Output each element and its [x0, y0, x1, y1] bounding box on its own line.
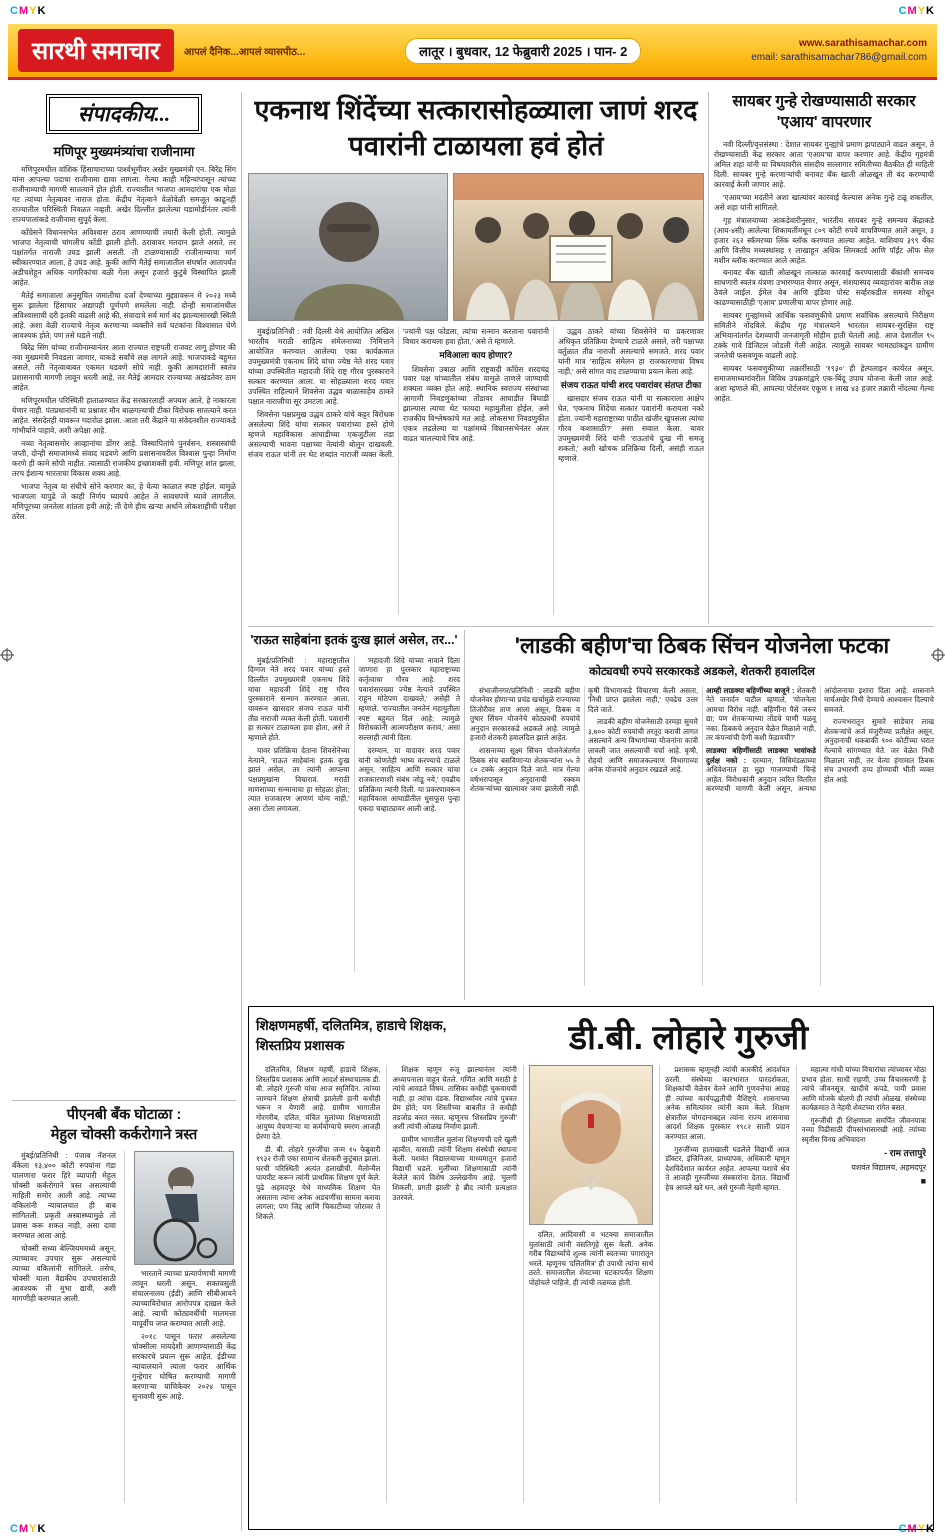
- raut-article-paragraph: मुंबई/प्रतिनिधी : महाराष्ट्रातील दिग्गज नेते शरद पवार यांच्या हस्ते दिल्लीत उपमुख्यमंत्री एकनाथ शिंदे यांचा महादजी शिंदे राष्ट्र गौरव पुरस्काराने सन्मान करण्यात आला. यावरून खासदार संजय राऊत यांनी तीव्र नाराजी व्यक्त केली होती. पवारांनी हा सत्कार टाळायला हवा होता, असे ते म्हणाले होते.: [248, 655, 350, 743]
- main-article-headline: एकनाथ शिंदेंच्या सत्कारासोहळ्याला जाणं शरद पवारांनी टाळायला हवं होतं: [254, 95, 698, 162]
- lohare-paragraph: गुरुजींची ही शिक्षणाला समर्पित जीवनयात्रा नव्या पिढीसाठी दीपस्तंभासारखी आहे. त्यांच्या स्मृतीस विनम्र अभिवादन!: [801, 1115, 927, 1145]
- lohare-article-header: [256, 1013, 926, 1059]
- main-article: [248, 92, 704, 615]
- main-article-paragraph: खासदार संजय राऊत यांनी या सत्काराला आक्षेप घेत, 'एकनाथ शिंदेंचा सत्कार पवारांनी करायला नको होता. ज्यांनी महाराष्ट्राच्या पाठीत खंजीर खुपसला त्यांचा गौरव कशासाठी?' असा सवाल केला. यावर उपमुख्यमंत्री शिंदे यांनी 'राऊतांचे दुःख मी समजू शकतो,' अशी खोचक प्रतिक्रिया दिली, असंही राऊत म्हणाले.: [558, 394, 704, 464]
- lohare-guruji-portrait-photo: [529, 1065, 653, 1225]
- raut-article-paragraph: दरम्यान, या वादावर शरद पवार यांनी कोणतेही भाष्य करण्याचे टाळले असून, 'साहित्य आणि सत्कार यांचा राजकारणाशी संबंध जोडू नये,' एवढीच प्रतिक्रिया त्यांनी दिली. या प्रकरणावरून महाविकास आघाडीतील धुसफूस पुन्हा एकदा चव्हाट्यावर आली आहे.: [358, 745, 460, 814]
- group-silhouette-icon: [454, 174, 704, 320]
- raut-article-body: [248, 656, 460, 972]
- main-article-subhead: संजय राऊत यांची शरद पवारांवर संतप्त टीका: [560, 379, 702, 390]
- lohare-column-1: [256, 1065, 380, 1503]
- cmyk-mark-bottom-left: CMYK: [10, 1523, 47, 1535]
- cyber-article-paragraph: नवी दिल्ली/वृत्तसंस्था : देशात सायबर गुन्ह्यांचे प्रमाण झपाट्याने वाढत असून, ते रोखण्यासाठी केंद्र सरकार आता 'एआय'चा वापर करणार आहे. केंद्रीय गृहमंत्री अमित शहा यांनी या विषयावरील संसदीय सल्लागार समितीच्या बैठकीत ही माहिती दिली. सायबर गुन्हे करणाऱ्यांची बनावट बँक खाती ओळखून ती बंद करण्याची कारवाई केली जाणार आहे.: [714, 139, 934, 189]
- lohare-article-title: डी.बी. लोहारे गुरुजी: [568, 1019, 809, 1057]
- ladki-subhead-text: दरम्यान, विधिमंडळाच्या अधिवेशनात हा मुद्दा गाजण्याची चिन्हे आहेत. विरोधकांनी अनुदान त्वरित वितरित करण्याची मागणी केली असून, अन्यथा आंदोलनाचा इशारा दिला आहे. शासनाने मार्चअखेर निधी देण्याचे आश्वासन दिल्याचे समजते.: [706, 685, 934, 794]
- cyber-article-body: [714, 140, 934, 404]
- lohare-paragraph: महात्मा गांधी यांच्या विचारांचा त्यांच्यावर मोठा प्रभाव होता. साधी राहणी, उच्च विचारसरणी हे त्यांचे जीवनसूत्र. खादीचे कपडे, पायी प्रवास आणि मोजके बोलणे ही त्यांची ओळख. संस्थेच्या कार्यक्रमात ते नेहमी शेवटच्या रांगेत बसत.: [801, 1065, 927, 1113]
- editorial-body: [12, 165, 236, 522]
- ladki-article-subhead: कोट्यवधी रुपये सरकारकडे अडकले, शेतकरी हवालदिल: [589, 665, 815, 678]
- main-article-subhead: मविआला काय होणार?: [439, 349, 513, 360]
- ladki-article-paragraph: शासनाच्या सूक्ष्म सिंचन योजनेअंतर्गत ठिबक संच बसविणाऱ्या शेतकऱ्यांना ५५ ते ८० टक्के अनुदान दिले जाते. मात्र गेल्या वर्षभरापासून अनुदानाची रक्कम शेतकऱ्यांच्या खात्यावर जमा झालेली नाही. कृषी विभागाकडे विचारणा केली असता, 'निधी प्राप्त झालेला नाही,' एवढेच उत्तर दिले जाते.: [470, 685, 698, 794]
- lohare-paragraph: दलितमित्र, शिक्षण महर्षी, हाडाचे शिक्षक, शिस्तप्रिय प्रशासक आणि आदर्श संस्थाचालक डी. बी. लोहारे गुरुजी यांचा आज स्मृतिदिन. त्यांच्या जाण्याने शिक्षण क्षेत्राची झालेली हानी कधीही भरून न येणारी आहे. ग्रामीण भागातील गोरगरीब, दलित, वंचित मुलांच्या शिक्षणासाठी आयुष्य वेचणाऱ्या या कर्मयोग्याचे स्मरण आजही प्रेरणा देते.: [256, 1065, 381, 1142]
- raut-article-headline: 'राऊत साहेबांना इतकं दुःख झालं असेल, तर...': [250, 633, 458, 647]
- ladki-article-headline: 'लाडकी बहीण'चा ठिबक सिंचन योजनेला फटका: [514, 633, 890, 658]
- pnb-article-paragraph: २०१८ पासून फरार असलेल्या चोक्सीला मायदेशी आणण्यासाठी केंद्र सरकारचे प्रयत्न सुरू आहेत. ईडीच्या न्यायालयाने त्याला फरार आर्थिक गुन्हेगार घोषित करण्याची मागणी करणाऱ्या याचिकेवर २०२४ पासून सुनावणी सुरू आहे.: [132, 1331, 236, 1401]
- masthead-website: www.sarathisamachar.com: [798, 37, 927, 49]
- pnb-column-2: [124, 1151, 236, 1503]
- lohare-column-4: [659, 1065, 789, 1503]
- masthead-tagline: आपलं दैनिक...आपलं व्यासपीठ...: [183, 46, 306, 58]
- person-silhouette-icon: [249, 174, 448, 320]
- lohare-paragraph: ग्रामीण भागातील मुलांना शिक्षणाची दारे खुली व्हावीत, यासाठी त्यांनी शिक्षण संस्थेची स्थापना केली. यशवंत विद्यालयाच्या माध्यमातून हजारो विद्यार्थी घडले. मुलींच्या शिक्षणासाठी त्यांनी केलेले कार्य विशेष उल्लेखनीय आहे. 'मुलगी शिकली, प्रगती झाली' हे ब्रीद त्यांनी प्रत्यक्षात उतरवले.: [392, 1135, 517, 1202]
- ladki-article-body: [470, 686, 934, 986]
- masthead-email: email: sarathisamachar786@gmail.com: [751, 51, 927, 63]
- cyber-article-paragraph: सायबर फसवणुकीच्या तक्रारींसाठी '१९३०' ही हेल्पलाइन कार्यरत असून, समाजमाध्यमांवरील विविध उपक्रमांद्वारे एक-बिंदू उपाय योजना केली जात आहे. अशा म्हणाले की, आपल्या पोर्टलवर एकूण १ लाख ४३ हजार तक्रारी नोंदल्या गेल्या आहेत.: [714, 364, 934, 404]
- masthead: [8, 24, 937, 80]
- pnb-headline-line1: पीएनबी बँक घोटाळा :: [66, 1107, 182, 1123]
- main-article-body: [248, 327, 704, 615]
- lohare-signature: - राम तत्तापुरे: [884, 1147, 927, 1158]
- column-rule-mid: [464, 630, 465, 1000]
- editorial-script-title: संपादकीय...: [49, 97, 199, 131]
- main-article-paragraph: शिवसेना पक्षप्रमुख उद्धव ठाकरे यांचे कट्टर विरोधक असलेल्या शिंदे यांचा सत्कार पवारांच्या हस्ते होणे म्हणजे महाविकास आघाडीच्या एकजुटीला तडा असल्याची भावना पक्षाच्या नेत्यांनी बोलून दाखवली. संजय राऊत यांनी तर थेट शब्दांत नाराजी व्यक्त केली. 'ज्यांनी पक्ष फोडला, त्यांचा सन्मान करताना पवारांनी विचार करायला हवा होता,' असे ते म्हणाले.: [248, 326, 549, 459]
- pnb-article-body: [12, 1151, 236, 1503]
- lohare-signature-org: यशवंत विद्यालय, अहमदपूर: [851, 1162, 927, 1172]
- editorial-paragraph: नव्या नेतृत्वासमोर आव्हानांचा डोंगर आहे. विस्थापितांचे पुनर्वसन, शस्त्रास्त्रांची जप्ती, दोन्ही समाजांमध्ये संवाद घडवणे आणि प्रशासनावरील विश्वास पुन्हा निर्माण करणे ही कामे सोपी नाहीत. त्यासाठी राजकीय इच्छाशक्ती हवी. मणिपूर शांत झाला, तरच ईशान्य भारताचा विकास शक्य आहे.: [12, 439, 236, 479]
- ladki-article-paragraph: [706, 686, 816, 743]
- editorial-section: [12, 94, 236, 1096]
- lohare-paragraph: दलित, आदिवासी व भटक्या समाजातील मुलांसाठी त्यांनी वसतिगृहे सुरू केली. अनेक गरीब विद्यार्थ्यांचे शुल्क त्यांनी स्वतःच्या पगारातून भरले. म्हणूनच 'दलितमित्र' ही उपाधी त्यांना सार्थ ठरते. समाजातील शेवटच्या घटकापर्यंत शिक्षण पोहोचले पाहिजे, ही त्यांची तळमळ होती.: [528, 1230, 654, 1287]
- ladki-lead-text: शेतकरी नेते जनार्दन पाटील म्हणाले, 'योजनेला आमचा विरोध नाही. बहिणींना पैसे जरूर द्या; पण शेतकऱ्याच्या तोंडचे पाणी पळवू नका. ठिबकचे अनुदान वेळेत मिळाले नाही, तर कंपन्यांची देणी कशी फेडायची?': [706, 685, 816, 743]
- lohare-column-5: [796, 1065, 926, 1503]
- cmyk-mark-top-left: CMYK: [10, 5, 47, 17]
- main-article-paragraph: मुंबई/प्रतिनिधी : नवी दिल्ली येथे आयोजित अखिल भारतीय मराठी साहित्य संमेलनाच्या निमित्ताने आयोजित करण्यात आलेल्या एका कार्यक्रमात उपमुख्यमंत्री एकनाथ शिंदे यांचा ज्येष्ठ नेते शरद पवार यांच्या उपस्थितीत महादजी शिंदे राष्ट्र गौरव पुरस्काराने सत्कार करण्यात आला. या सोहळ्याला शरद पवार उपस्थित राहिल्याने शिवसेना उद्धव बाळासाहेब ठाकरे पक्षात नाराजीचा सूर उमटला आहे.: [248, 326, 394, 406]
- pnb-article-paragraph: मुंबई/प्रतिनिधी : पंजाब नॅशनल बँकेला १३,४०० कोटी रुपयांना गंडा घालणारा फरार हिरे व्यापारी मेहुल चोक्सी कर्करोगाने त्रस्त असल्याची माहिती समोर आली आहे. त्याच्या वकिलांनी न्यायालयात ही बाब सांगितली. प्रकृती अस्वास्थ्यामुळे तो प्रवास करू शकत नाही, असा दावा करण्यात आला आहे.: [12, 1151, 116, 1240]
- lohare-tribute-article: [248, 1006, 934, 1530]
- lohare-column-3: [523, 1065, 653, 1503]
- cmyk-mark-bottom-right: CMYK: [898, 1523, 935, 1535]
- ladki-article-paragraph: राज्यभरातून सुमारे साडेचार लाख शेतकऱ्यांचे अर्ज मंजुरीच्या प्रतीक्षेत असून, अनुदानाची थकबाकी ९०० कोटींच्या घरात गेल्याचे सांगण्यात येते. जर वेळेत निधी मिळाला नाही, तर येत्या हंगामात ठिबक संच उभारणी ठप्प होण्याची भीती व्यक्त होत आहे.: [824, 717, 934, 784]
- newspaper-logo: सारथी समाचार: [18, 29, 174, 72]
- pnb-article-paragraph: चोक्सी सध्या बेल्जियममध्ये असून, त्याच्यावर उपचार सुरू असल्याचे त्याच्या वकिलांनी सांगितले. तसेच, चोक्सी याला वैद्यकीय उपचारांसाठी आवश्यक ती मुभा द्यावी, अशी मागणीही करण्यात आली.: [12, 1243, 116, 1303]
- editorial-paragraph: मणिपूरमधील परिस्थिती हाताळण्यात केंद्र सरकारलाही अपयश आले, हे नाकारता येणार नाही. पंतप्रधानांनी या प्रश्नावर मौन बाळगल्याची टीका विरोधक सातत्याने करत आहेत. संसदेतही यावरून गदारोळ झाला. आता तरी केंद्राने या संवेदनशील राज्याकडे गांभीर्याने पाहावे, अशी अपेक्षा आहे.: [12, 396, 236, 436]
- editorial-paragraph: मैतेई समाजाला अनुसूचित जमातीचा दर्जा देण्याच्या मुद्द्यावरून मे २०२३ मध्ये सुरू झालेला हिंसाचार अद्यापही पूर्णपणे शमलेला नाही. दोन्ही समाजांमधील अविश्वासाची दरी इतकी वाढली आहे की, संवादाचे सर्व मार्ग बंद झाल्यासारखी स्थिती आहे. अशा वेळी राज्याचे नेतृत्व करणाऱ्या व्यक्तीने सर्व घटकांना विश्वासात घेणे आवश्यक होते; पण तसे घडले नाही.: [12, 290, 236, 340]
- section-divider-mid: [248, 626, 934, 627]
- ladki-article-paragraph: संभाजीनगर/प्रतिनिधी : लाडकी बहीण योजनेवर होणाऱ्या प्रचंड खर्चामुळे राज्याच्या तिजोरीवर ताण आला असून, ठिबक व तुषार सिंचन योजनेचे कोट्यवधी रुपयांचे अनुदान सरकारकडे अडकले आहे. त्यामुळे हजारो शेतकरी हवालदिल झाले आहेत.: [470, 685, 580, 743]
- cyber-article-headline: सायबर गुन्हे रोखण्यासाठी सरकार 'एआय' वापरणार: [732, 93, 916, 131]
- ladki-bold-subhead: लाडक्या बहिणींसाठी लाडक्या भावांकडे दुर्लक्ष नको :: [706, 745, 816, 765]
- raut-article: [248, 632, 460, 1000]
- pnb-article-paragraph: भारताने त्याच्या प्रत्यार्पणाची मागणी लावून धरली असून, सक्तवसुली संचालनालय (ईडी) आणि सीबीआयने त्याच्याविरोधात आरोपपत्र दाखल केले आहे. त्याची कोट्यवधींची मालमत्ता यापूर्वीच जप्त करण्यात आली आहे.: [132, 1269, 236, 1328]
- editorial-paragraph: बिरेंद्र सिंग यांच्या राजीनाम्यानंतर आता राज्यात राष्ट्रपती राजवट लागू होणार की नवा मुख्यमंत्री निवडला जाणार, याकडे सर्वांचे लक्ष लागले आहे. भाजपाकडे बहुमत असले, तरी नेतृत्वाबाबत एकमत घडवणे सोपे नाही. कुकी आमदारांनी स्वतंत्र प्रशासनाची मागणी लावून धरली आहे, तर मैतेई आमदार राज्याच्या अखंडतेवर ठाम आहेत.: [12, 343, 236, 393]
- editorial-paragraph: भाजपा नेतृत्व या संधीचे सोने करणार का, हे येत्या काळात स्पष्ट होईल. यामुळे भाजपला यापुढे जे काही निर्णय घ्यायचे आहेत ते सावधपणे घ्यावे लागतील. मणिपूरच्या जनतेला शांतता हवी आहे; ती देणे हीच खऱ्या अर्थाने लोकशाहीची परीक्षा ठरेल.: [12, 482, 236, 521]
- cyber-crime-article: [714, 92, 934, 624]
- section-divider-left: [12, 1100, 236, 1101]
- lohare-paragraph: प्रशासक म्हणूनही त्यांची कारकीर्द आदर्शवत ठरली. संस्थेच्या कारभारात पारदर्शकता, शिक्षकांची वेळेवर वेतने आणि गुणवत्तेचा आग्रह ही त्यांच्या कार्यपद्धतीची वैशिष्ट्ये. शासनाच्या अनेक समित्यांवर त्यांनी काम केले. शिक्षण क्षेत्रातील योगदानाबद्दल त्यांना राज्य शासनाचा आदर्श शिक्षक पुरस्कार १९८२ साली प्रदान करण्यात आला.: [665, 1065, 790, 1142]
- lohare-paragraph: शिक्षक म्हणून रुजू झाल्यानंतर त्यांनी अध्यापनाला वाहून घेतले. गणित आणि मराठी हे त्यांचे आवडते विषय. तासिका कधीही चुकवायची नाही, हा त्यांचा दंडक. विद्यार्थ्यांवर त्यांचे पुत्रवत प्रेम होते; पण शिस्तीच्या बाबतीत ते कधीही तडजोड करत नसत. म्हणूनच 'शिस्तप्रिय गुरुजी' अशी त्यांची ओळख निर्माण झाली.: [392, 1065, 517, 1132]
- pnb-article-headline: [12, 1106, 236, 1145]
- mehul-choksi-wheelchair-photo: [134, 1151, 234, 1265]
- uddhav-thackeray-photo: [248, 173, 448, 321]
- lohare-article-body: [256, 1065, 926, 1503]
- wheelchair-person-silhouette-icon: [135, 1152, 233, 1264]
- cmyk-mark-top-right: CMYK: [898, 5, 935, 17]
- column-rule-right: [708, 92, 709, 624]
- masthead-dateline: लातूर । बुधवार, 12 फेब्रुवारी 2025 । पान- 2: [405, 38, 641, 64]
- cyber-article-paragraph: 'एआय'च्या मदतीने अशा खात्यांवर कारवाई केल्यास अनेक गुन्हे टळू शकतील, असे शहा यांनी सांगितले.: [714, 192, 934, 212]
- cyber-article-paragraph: बनावट बँक खाती ओळखून तात्काळ कारवाई करण्यासाठी बँकांशी समन्वय साधणारी स्वतंत्र यंत्रणा उभारण्यात येणार असून, संशयास्पद व्यवहारांवर बारीक लक्ष ठेवले जाईल. ईमेल वेब आणि इंडिया पोस्ट सर्व्हरकडील समस्या शोधून काढण्यासाठीही 'एआय' प्रणालीचा वापर होणार आहे.: [714, 268, 934, 308]
- editorial-frame: [46, 94, 202, 134]
- lohare-paragraph: गुरुजींच्या हाताखाली घडलेले विद्यार्थी आज डॉक्टर, इंजिनिअर, प्राध्यापक, अधिकारी म्हणून देशविदेशात कार्यरत आहेत. आपल्या यशाचे श्रेय ते आजही गुरुजींच्या संस्कारांना देतात. विद्यार्थी हेच आपले खरे धन, असे गुरुजी नेहमी म्हणत.: [665, 1144, 790, 1192]
- raut-article-paragraph: यावर प्रतिक्रिया देताना शिवसेनेच्या नेत्याने, 'राऊत साहेबांना इतकं दुःख झालं असेल, तर त्यांनी आपल्या पक्षप्रमुखांना विचारावं. मराठी माणसाच्या सन्मानाचा हा सोहळा होता; त्यात राजकारण आणणं योग्य नाही,' असा टोला लगावला.: [248, 745, 350, 814]
- raut-article-paragraph: 'महादजी शिंदे यांच्या नावाने दिला जाणारा हा पुरस्कार महाराष्ट्राच्या कर्तृत्वाचा गौरव आहे. शरद पवारांसारख्या ज्येष्ठ नेत्याने उपस्थित राहून मोठेपण दाखवले,' असेही ते म्हणाले. 'राज्यातील जनतेनं महायुतीला स्पष्ट बहुमत दिलं आहे; त्यामुळे विरोधकांनी आत्मपरीक्षण करावं,' असा सल्लाही त्यांनी दिला.: [358, 655, 460, 743]
- lohare-column-2: [386, 1065, 516, 1503]
- pnb-scam-article: [12, 1106, 236, 1530]
- editorial-paragraph: मणिपूरमधील वांशिक हिंसाचाराच्या पार्श्वभूमीवर अखेर मुख्यमंत्री एन. बिरेंद्र सिंग यांना आपल्या पदाचा राजीनामा द्यावा लागला. गेल्या काही महिन्यांपासून त्यांच्या राजीनाम्याची मागणी सातत्याने होत होती. राज्यातील भाजपा आमदारांचा एक मोठा गट त्यांच्या नेतृत्वावर नाराज होता. केंद्रीय नेतृत्वाने वेळोवेळी समजूत काढूनही राज्यातील परिस्थिती निवळत नव्हती. अखेर दिल्लीत झालेल्या घडामोडींनंतर त्यांनी राज्यपालांकडे राजीनामा सुपूर्द केला.: [12, 165, 236, 224]
- felicitation-ceremony-photo: [453, 173, 704, 321]
- pnb-column-1: [12, 1151, 116, 1503]
- cyber-article-paragraph: गृह मंत्रालयाच्या आकडेवारीनुसार, भारतीय सायबर गुन्हे समन्वय केंद्राकडे (आय-४सी) आलेल्या शिकायतींमधून ८०९ कोटी रुपये वाचविण्यात आले असून, ३ हजार २६२ स्कॅमरच्या लिंक ब्लॉक करण्यात आल्या आहेत. याशिवाय ३९९ बँका आणि वित्तीय मध्यस्थांसह १ लाखाहून अधिक सिमकार्ड आणि पॉईंट ऑफ सेल मशीन ब्लॉक करण्यात आले आहेत.: [714, 215, 934, 265]
- masthead-contact: [751, 37, 927, 65]
- editorial-headline: मणिपूर मुख्यमंत्र्यांचा राजीनामा: [53, 144, 195, 159]
- ladki-bahin-article: [470, 632, 934, 1000]
- column-rule-left: [241, 92, 242, 1530]
- lohare-paragraph: डी. बी. लोहारे गुरुजींचा जन्म १५ फेब्रुवारी १९३२ रोजी एका सामान्य शेतकरी कुटुंबात झाला. घरची परिस्थिती अत्यंत हलाखीची. मैलोन्मैल पायपीट करून त्यांनी प्राथमिक शिक्षण पूर्ण केले. पुढे अहमदपूर येथे माध्यमिक शिक्षण घेत असताना त्यांना अनेक अडचणींचा सामना करावा लागला; पण जिद्द आणि चिकाटीच्या जोरावर ते शिकले.: [256, 1144, 381, 1221]
- pnb-headline-line2: मेहुल चोक्सी कर्करोगाने त्रस्त: [50, 1126, 198, 1143]
- elder-portrait-silhouette-icon: [530, 1066, 652, 1224]
- main-article-photos: [248, 173, 704, 321]
- main-article-paragraph: उद्धव ठाकरे यांच्या शिवसेनेने या प्रकरणावर अधिकृत प्रतिक्रिया देण्याचे टाळले असले, तरी पक्षाच्या वर्तुळात तीव्र नाराजी असल्याचे समजते. शरद पवार यांनी मात्र 'साहित्य संमेलन हा राजकारणाचा विषय नाही,' असे सांगत वाद टाळण्याचा प्रयत्न केला आहे.: [558, 326, 704, 376]
- lohare-article-kicker: शिक्षणमहर्षी, दलितमित्र, हाडाचे शिक्षक, शिस्तप्रिय प्रशासक: [256, 1018, 447, 1053]
- article-end-mark: ■: [920, 1175, 927, 1186]
- main-article-paragraph: शिवसेना उबाठा आणि राष्ट्रवादी काँग्रेस शरदचंद्र पवार पक्ष यांच्यातील संबंध यामुळे ताणले जाण्याची शक्यता व्यक्त होत आहे. स्थानिक स्वराज्य संस्थांच्या आगामी निवडणुकांच्या तोंडावर आघाडीत बिघाडी झाल्यास त्याचा थेट फायदा महायुतीला होईल, असे राजकीय विश्लेषकांचे मत आहे. लोकसभा निवडणुकीत एकत्र लढलेल्या या पक्षांमध्ये विधानसभेनंतर अंतर वाढत चालल्याचे चित्र आहे.: [403, 364, 549, 444]
- ladki-bold-lead: आम्ही लाडक्या बहिणींच्या बाजूने :: [706, 685, 795, 695]
- editorial-paragraph: काँग्रेसने विधानसभेत अविश्वास ठराव आणण्याची तयारी केली होती. त्यामुळे भाजपा नेतृत्वाची चांगलीच कोंडी झाली होती. ठरावावर मतदान झाले असते, तर पक्षांतर्गत नाराजी उघड झाली असती. ती टाळण्यासाठी राजीनाम्याचा मार्ग स्वीकारण्यात आला, हे उघड आहे. कुकी आणि मैतेई समाजातील संघर्षात आतापर्यंत अडीचशेहून अधिक नागरिकांचा बळी गेला असून हजारो कुटुंबे विस्थापित झाली आहेत.: [12, 227, 236, 287]
- ladki-article-paragraph: लाडकी बहीण योजनेसाठी दरमहा सुमारे ३,७०० कोटी रुपयांची तरतूद करावी लागत असल्याने अन्य विभागांच्या योजनांना कात्री लावली जात असल्याची चर्चा आहे. कृषी, रोहयो आणि समाजकल्याण विभागाच्या अनेक योजनांचे अनुदान रखडले आहे.: [588, 717, 698, 775]
- cyber-article-paragraph: सायबर गुन्ह्यांमध्ये आर्थिक फसवणुकीचे प्रमाण सर्वाधिक असल्याचे निरीक्षण समितीने नोंदविले. केंद्रीय गृह मंत्रालयाने भारतात सायबर-सुरक्षित राष्ट्र अभियानांतर्गत देशव्यापी जनजागृती मोहीम हाती घेतली आहे. आज देशातील ९५ टक्के गावे डिजिटल जोडली गेली आहेत. त्यामुळे सायबर भामट्यांकडून ग्रामीण जनतेची फसवणूक वाढली आहे.: [714, 311, 934, 361]
